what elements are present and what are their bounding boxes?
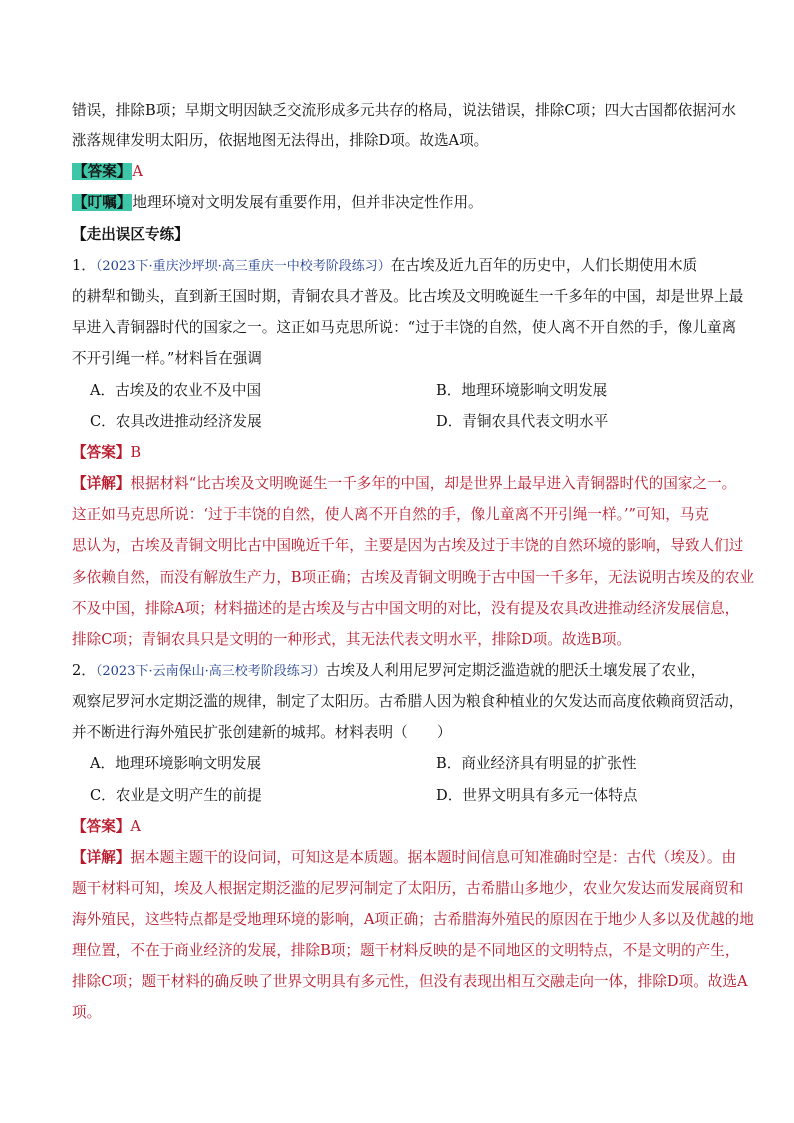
q1-detail-line-1: [72, 474, 736, 494]
tip-tag: 【叮嘱】: [73, 194, 132, 211]
answer-value: A: [132, 163, 143, 180]
q1-options-row-1: [90, 381, 690, 401]
q2-detail-line-3: 海外殖民，这些特点都是受地理环境的影响，A项正确；古希腊海外殖民的原因在于地少人多以及优越的地: [72, 911, 754, 928]
q2-line-3: 并不断进行海外殖民扩张创建新的城邦。材料表明（ ）: [72, 724, 452, 741]
q2-option-c: C．农业是文明产生的前提: [90, 787, 262, 804]
q2-source: （2023下·云南保山·高三校考阶段练习）: [95, 664, 326, 679]
q2-line-1: [72, 661, 705, 682]
q2-options-row-2: [90, 786, 690, 806]
q2-options-row-1: [90, 754, 690, 774]
q2-answer-value: A: [130, 818, 141, 835]
q1-option-a: A．古埃及的农业不及中国: [90, 382, 262, 399]
q1-source: （2023下·重庆沙坪坝·高三重庆一中校考阶段练习）: [95, 259, 391, 274]
q1-line-2: 的耕犁和锄头，直到新王国时期，青铜农具才普及。比古埃及文明晚诞生一千多年的中国，却是世界上最: [72, 288, 744, 305]
q1-option-b: B．地理环境影响文明发展: [436, 382, 608, 399]
q2-detail-line-1: [72, 848, 736, 868]
q2-line-2: 观察尼罗河水定期泛滥的规律，制定了太阳历。古希腊人因为粮食种植业的欠发达而高度依赖商贸活动，: [72, 693, 744, 710]
q2-detail-line-2: 题干材料可知，埃及人根据定期泛滥的尼罗河制定了太阳历，古希腊山多地少，农业欠发达而发展商贸和: [72, 880, 744, 897]
q1-answer-value: B: [130, 444, 142, 461]
q1-detail-text-1: 根据材料“比古埃及文明晚诞生一千多年的中国，却是世界上最早进入青铜器时代的国家之一。: [130, 475, 737, 492]
q1-detail-line-5: 不及中国，排除A项；材料描述的是古埃及与古中国文明的对比，没有提及农具改进推动经济发展信息，: [72, 600, 740, 617]
q2-stem-1: 古埃及人利用尼罗河定期泛滥造就的肥沃土壤发展了农业，: [325, 662, 706, 679]
q2-detail-line-4: 理位置，不在于商业经济的发展，排除B项；题干材料反映的是不同地区的文明特点，不是文明的产生，: [72, 942, 740, 959]
q1-detail-line-6: 排除C项；青铜农具只是文明的一种形式，其无法代表文明水平，排除D项。故选B项。: [72, 631, 631, 648]
q1-number: 1．: [72, 257, 96, 274]
q2-answer-line: [72, 817, 141, 837]
q2-number: 2．: [72, 662, 96, 679]
q1-detail-line-4: 多依赖自然，而没有解放生产力，B项正确；古埃及青铜文明晚于古中国一千多年，无法说明古埃及的农业: [72, 569, 755, 586]
tip-text: 地理环境对文明发展有重要作用，但并非决定性作用。: [132, 194, 483, 211]
q2-detail-line-6: 项。: [72, 1004, 102, 1021]
q1-stem-1: 在古埃及近九百年的历史中，人们长期使用木质: [390, 257, 698, 274]
q1-option-d: D．青铜农具代表文明水平: [436, 413, 609, 430]
q2-option-a: A．地理环境影响文明发展: [90, 755, 262, 772]
q1-detail-line-3: 思认为，古埃及青铜文明比古中国晚近千年，主要是因为古埃及过于丰饶的自然环境的影响，导致人们过: [72, 537, 744, 554]
q1-answer-line: [72, 443, 141, 463]
q1-answer-tag: 【答案】: [72, 444, 131, 461]
q1-detail-line-2: 这正如马克思所说：‘过于丰饶的自然，使人离不开自然的手，像儿童离不开引绳一样。’”可知，马克: [72, 506, 709, 523]
q1-options-row-2: [90, 412, 690, 432]
q2-option-d: D．世界文明具有多元一体特点: [436, 787, 638, 804]
answer-line: [72, 162, 143, 182]
q2-detail-text-1: 据本题主题干的设问词，可知这是本质题。据本题时间信息可知准确时空是：古代（埃及）。由: [130, 849, 737, 866]
q2-detail-tag: 【详解】: [72, 849, 131, 866]
q1-line-3: 早进入青铜器时代的国家之一。这正如马克思所说：“过于丰饶的自然，使人离不开自然的手，像儿童离: [72, 319, 737, 336]
paragraph-line-1: 错误，排除B项；早期文明因缺乏交流形成多元共存的格局，说法错误，排除C项；四大古国都依据河水: [72, 102, 737, 119]
q2-option-b: B．商业经济具有明显的扩张性: [436, 755, 637, 772]
q1-option-c: C．农具改进推动经济发展: [90, 413, 262, 430]
tip-line: [72, 193, 483, 213]
q2-answer-tag: 【答案】: [72, 818, 131, 835]
paragraph-line-2: 涨落规律发明太阳历，依据地图无法得出，排除D项。故选A项。: [72, 132, 489, 149]
q2-detail-line-5: 排除C项；题干材料的确反映了世界文明具有多元性，但没有表现出相互交融走向一体，排除D项。故选A: [72, 973, 748, 990]
q1-line-4: 不开引绳一样。”材料旨在强调: [72, 350, 262, 367]
q1-line-1: [72, 256, 697, 277]
section-title: 【走出误区专练】: [72, 226, 189, 243]
answer-tag: 【答案】: [73, 163, 132, 180]
q1-detail-tag: 【详解】: [72, 475, 131, 492]
